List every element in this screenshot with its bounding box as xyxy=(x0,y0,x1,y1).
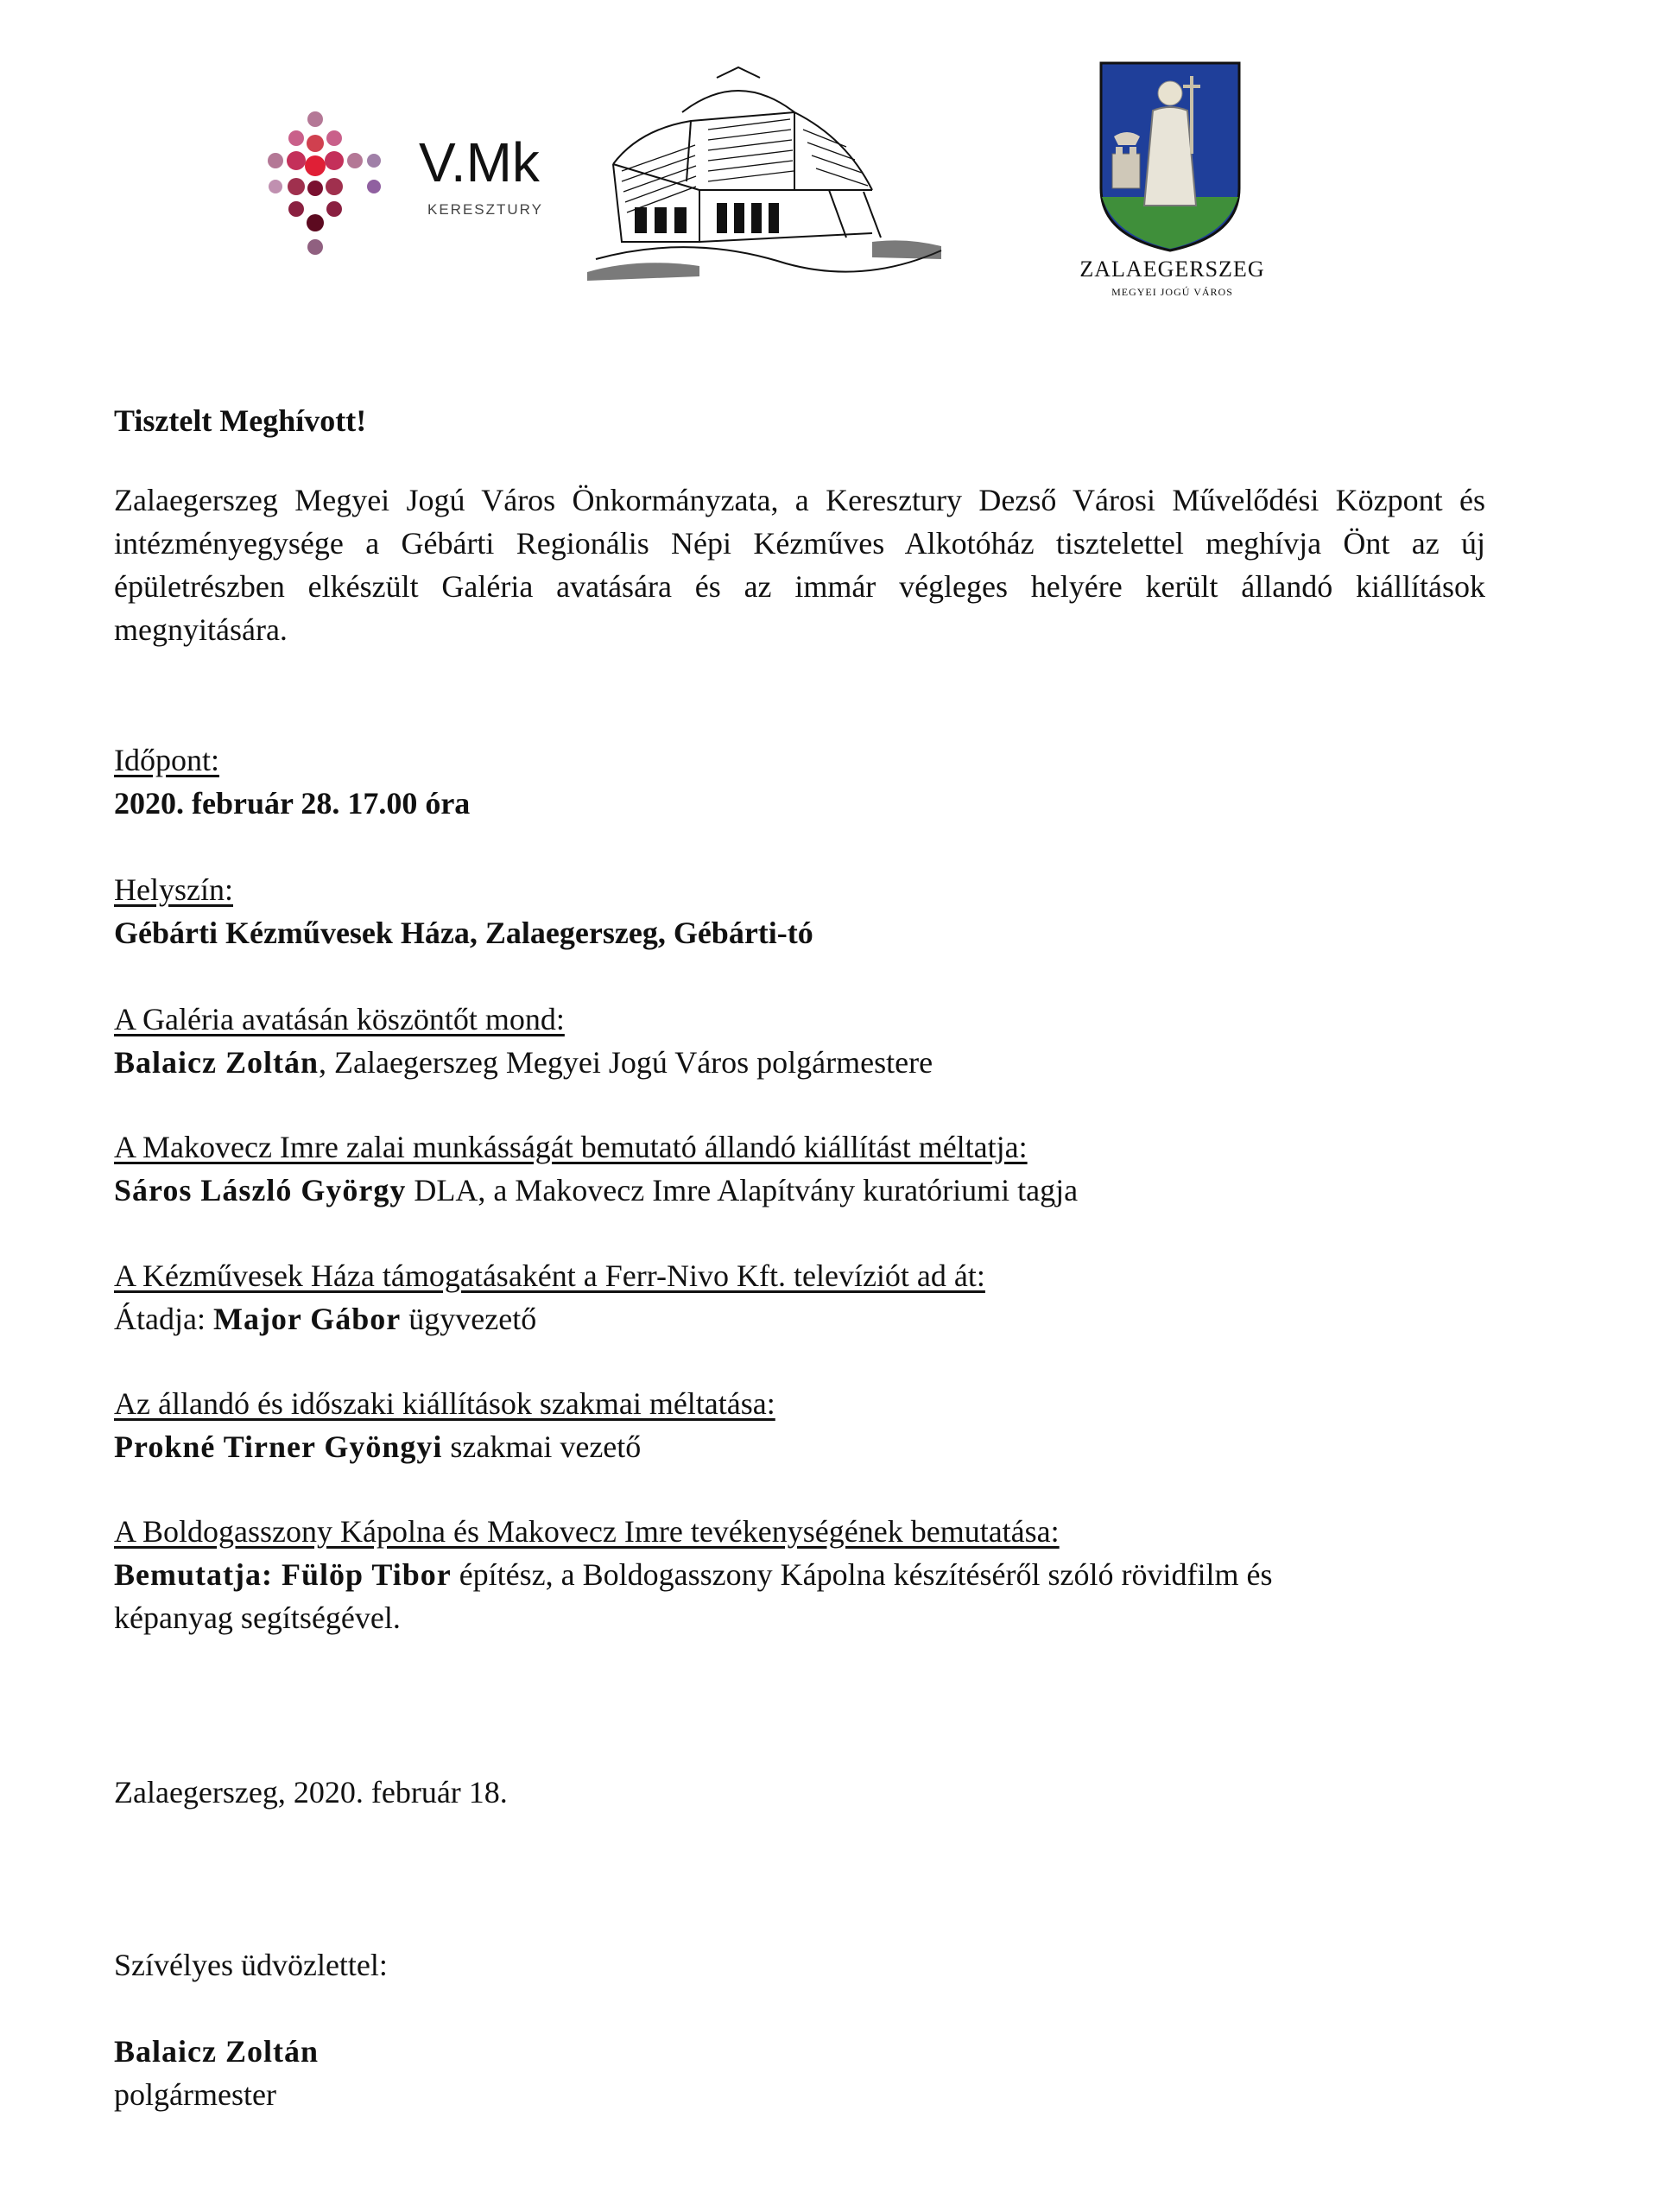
letter-closing: Szívélyes üdvözlettel: xyxy=(114,1948,388,1982)
signer-name: Balaicz Zoltán xyxy=(114,2034,319,2069)
chapel-name: Bemutatja: Fülöp Tibor xyxy=(114,1557,452,1592)
coat-of-arms-icon xyxy=(1097,59,1244,253)
time-label: Időpont: xyxy=(114,743,219,777)
letter-intro-paragraph: Zalaegerszeg Megyei Jogú Város Önkormányzata, a Keresztury Dezső Városi Művelődési Központ és intézményegysége a Gébárti Regionális Népi Kézműves Alkotóház tisztelettel meghívja Önt az új épületrészben elkészült Galéria avatására és az immár végleges helyére került állandó kiállítások megnyitására. xyxy=(114,483,1485,647)
crest-caption xyxy=(1041,257,1304,299)
place-section xyxy=(114,868,1496,954)
letter-date: Zalaegerszeg, 2020. február 18. xyxy=(114,1775,508,1810)
crest-subtitle: MEGYEI JOGÚ VÁROS xyxy=(1111,286,1233,298)
vmk-logo-mark: V.Mk xyxy=(419,131,540,193)
signer-title: polgármester xyxy=(114,2077,276,2112)
chapel-role-line2: képanyag segítségével. xyxy=(114,1600,401,1635)
exhibition-role: DLA, a Makovecz Imre Alapítvány kuratóriumi tagja xyxy=(406,1173,1079,1207)
tv-role: ügyvezető xyxy=(401,1302,537,1336)
tv-section xyxy=(114,1254,1496,1341)
tv-prefix: Átadja: xyxy=(114,1302,213,1336)
crest-city-name: ZALAEGERSZEG xyxy=(1079,257,1265,282)
greeting-speech-section xyxy=(114,998,1496,1084)
tv-name: Major Gábor xyxy=(212,1302,402,1336)
chapel-section xyxy=(114,1510,1496,1639)
house-sketch-illustration xyxy=(587,60,950,285)
time-value: 2020. február 28. 17.00 óra xyxy=(114,786,471,821)
greeting-speech-label: A Galéria avatásán köszöntőt mond: xyxy=(114,1002,565,1036)
chapel-label: A Boldogasszony Kápolna és Makovecz Imre tevékenységének bemutatása: xyxy=(114,1514,1060,1549)
letter-greeting: Tisztelt Meghívott! xyxy=(114,403,367,438)
vmk-logo-text: KERESZTURY xyxy=(427,201,543,218)
vmk-keresztury-logo xyxy=(263,102,566,266)
exhibition-section xyxy=(114,1125,1496,1212)
review-label: Az állandó és időszaki kiállítások szakmai méltatása: xyxy=(114,1386,775,1421)
review-section xyxy=(114,1382,1496,1468)
house-drawing-icon xyxy=(587,60,950,285)
signature-block xyxy=(114,2030,1496,2116)
exhibition-name: Sáros László György xyxy=(114,1173,407,1207)
time-section xyxy=(114,738,1496,825)
review-role: szakmai vezető xyxy=(442,1429,642,1464)
chapel-role-line1: építész, a Boldogasszony Kápolna készítéséről szóló rövidfilm és xyxy=(451,1557,1273,1592)
place-label: Helyszín: xyxy=(114,872,233,907)
exhibition-label: A Makovecz Imre zalai munkásságát bemutató állandó kiállítást méltatja: xyxy=(114,1130,1028,1164)
place-value: Gébárti Kézművesek Háza, Zalaegerszeg, Gébárti-tó xyxy=(114,916,813,950)
vmk-dots-icon xyxy=(263,102,566,266)
zalaegerszeg-coat-of-arms xyxy=(1097,59,1244,253)
tv-label: A Kézművesek Háza támogatásaként a Ferr-Nivo Kft. televíziót ad át: xyxy=(114,1258,985,1293)
review-name: Prokné Tirner Gyöngyi xyxy=(114,1429,443,1464)
greeting-speech-name: Balaicz Zoltán xyxy=(114,1045,319,1080)
greeting-speech-role: , Zalaegerszeg Megyei Jogú Város polgármestere xyxy=(319,1045,933,1080)
